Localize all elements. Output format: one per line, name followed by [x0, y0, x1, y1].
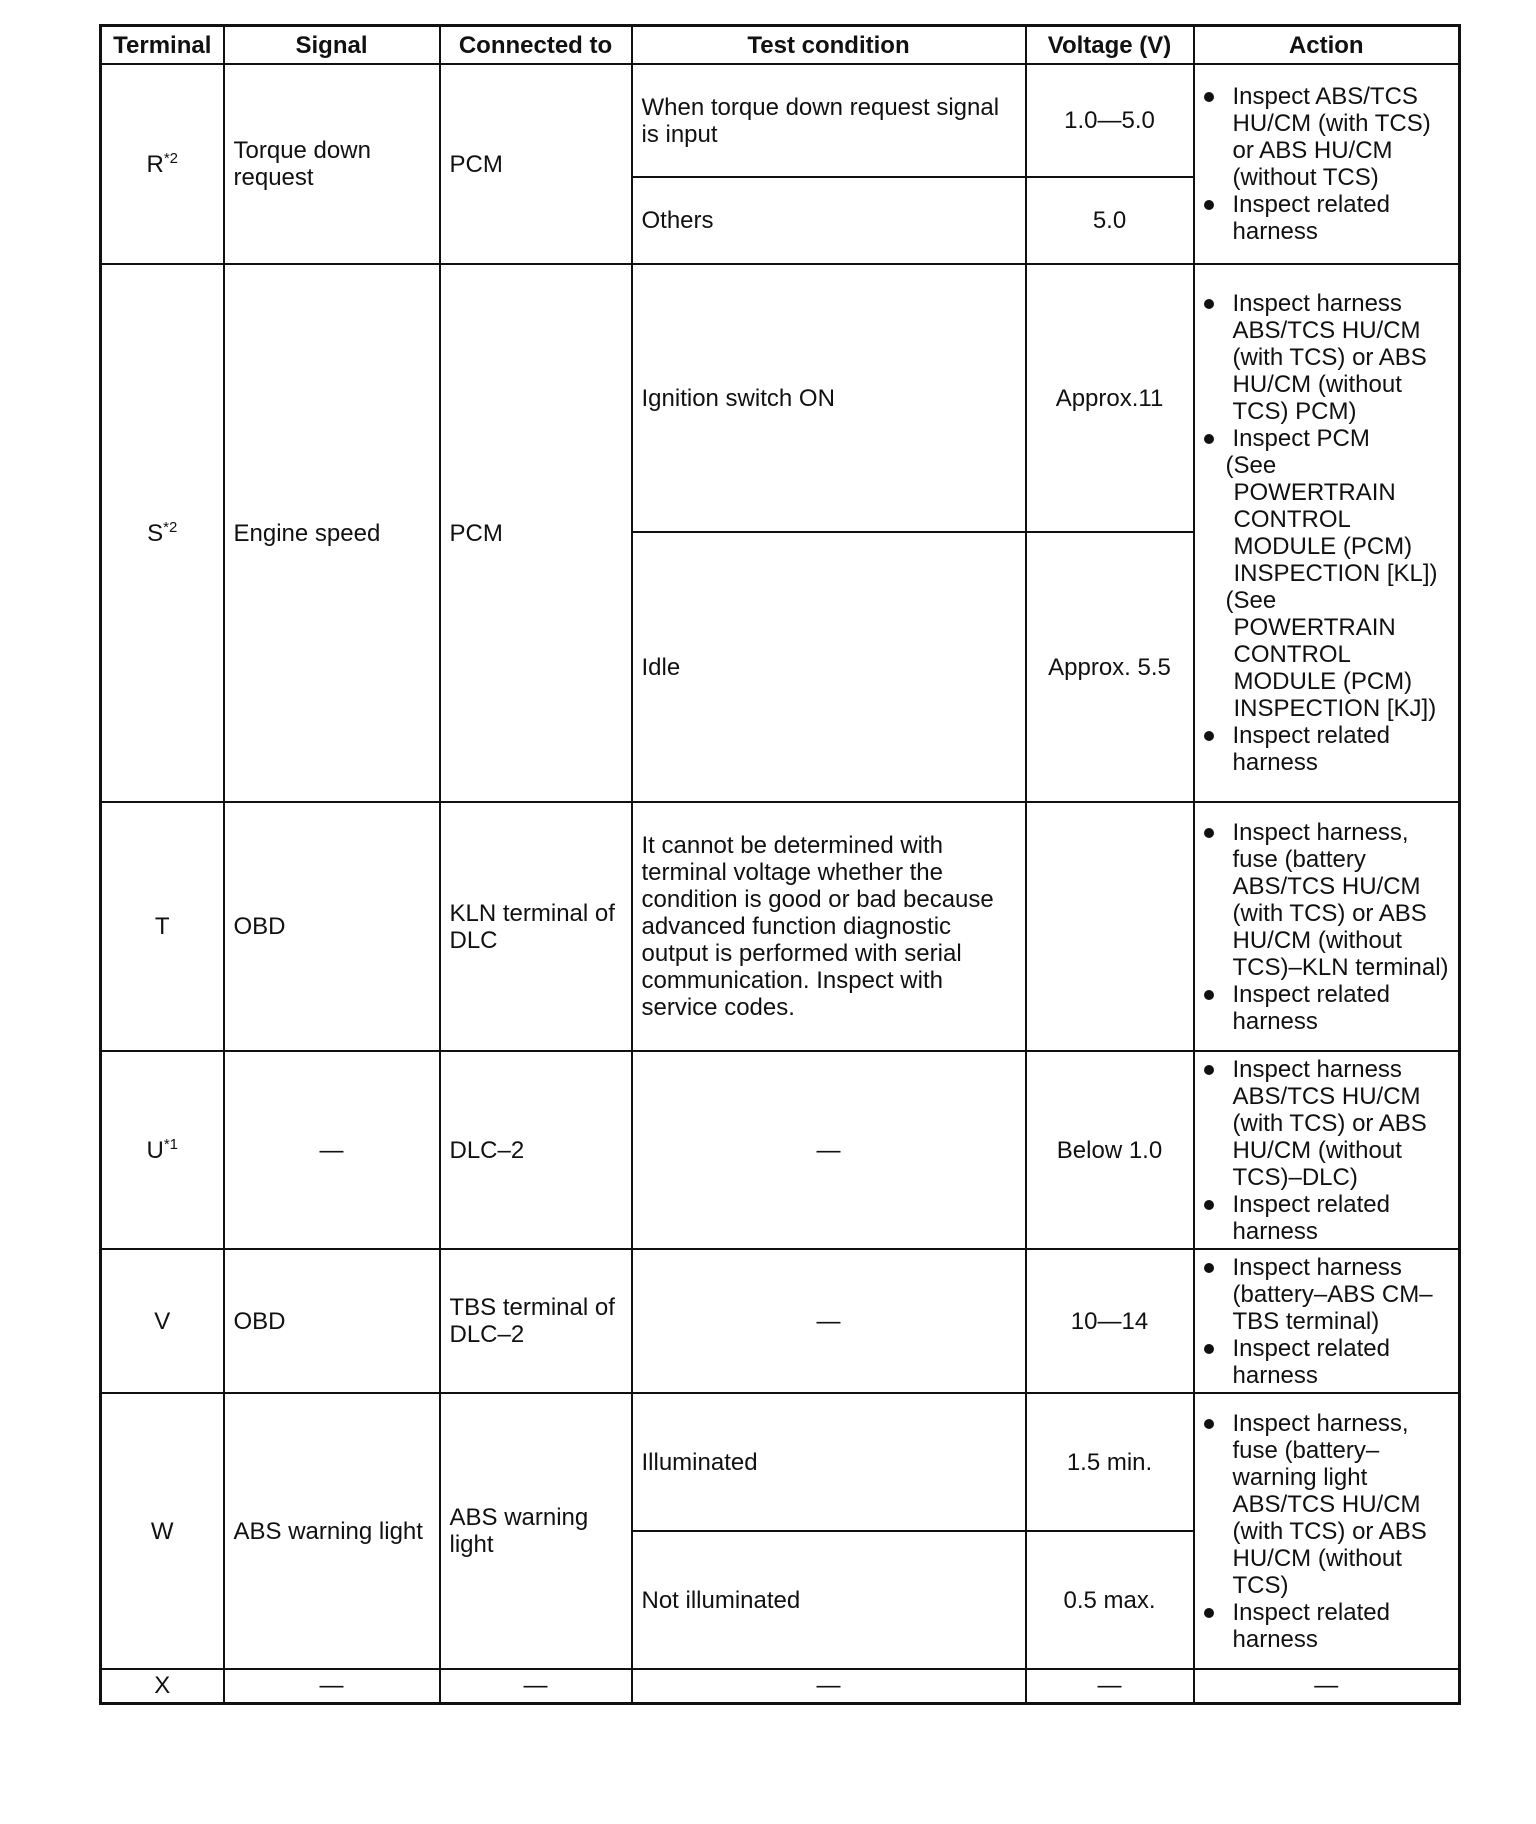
action-cell: [1194, 802, 1460, 1051]
table-row: [101, 1051, 1460, 1249]
terminal-letter: V: [154, 1307, 171, 1335]
test-condition-cell: Not illuminated: [632, 1531, 1026, 1669]
action-text: Inspect harness, fuse (battery–warning light ABS/TCS HU/CM (with TCS) or ABS HU/CM (without TCS): [1232, 1409, 1427, 1599]
terminal-footnote: *1: [163, 1135, 179, 1153]
signal-cell: —: [224, 1051, 440, 1249]
header-voltage: Voltage (V): [1026, 26, 1194, 65]
table-row: [101, 1669, 1460, 1703]
action-text: Inspect related harness: [1232, 980, 1390, 1035]
terminal-letter: U: [146, 1136, 164, 1164]
bullet-dot-icon: [1204, 1065, 1214, 1075]
action-text: Inspect harness ABS/TCS HU/CM (with TCS) or ABS HU/CM (without TCS)–DLC): [1232, 1055, 1427, 1191]
action-item: [1204, 722, 1450, 776]
test-condition-cell: Idle: [632, 532, 1026, 802]
terminal-cell: [101, 1051, 224, 1249]
see-reference-open: (See: [1225, 452, 1277, 479]
test-condition-cell: —: [632, 1051, 1026, 1249]
terminal-letter: T: [154, 913, 170, 940]
terminal-letter: W: [150, 1517, 174, 1545]
bullet-dot-icon: [1204, 92, 1214, 102]
bullet-dot-icon: [1204, 990, 1214, 1000]
bullet-dot-icon: [1204, 731, 1214, 741]
action-text: Inspect ABS/TCS HU/CM (with TCS) or ABS HU/CM (without TCS): [1232, 83, 1431, 191]
terminal-cell: [101, 264, 224, 802]
voltage-cell: Approx.11: [1026, 264, 1194, 532]
action-cell: [1194, 264, 1460, 802]
action-text: Inspect related harness: [1232, 1190, 1390, 1245]
signal-cell: OBD: [224, 1249, 440, 1393]
header-terminal: Terminal: [101, 26, 224, 65]
action-cell: [1194, 1393, 1460, 1669]
connected-to-cell: TBS terminal of DLC–2: [440, 1249, 632, 1393]
table-row: [101, 802, 1460, 1051]
action-text: Inspect related harness: [1232, 1598, 1390, 1653]
test-condition-cell: It cannot be determined with terminal voltage whether the condition is good or bad because advanced function diagnostic output is performed with serial communication. Inspect with service codes.: [632, 802, 1026, 1051]
test-condition-cell: Others: [632, 177, 1026, 264]
bullet-dot-icon: [1204, 200, 1214, 210]
header-row: [101, 26, 1460, 65]
action-item: [1204, 819, 1450, 981]
test-condition-cell: Ignition switch ON: [632, 264, 1026, 532]
action-item: [1204, 1191, 1450, 1245]
action-cell: [1194, 1051, 1460, 1249]
connected-to-cell: DLC–2: [440, 1051, 632, 1249]
table-row: [101, 264, 1460, 532]
table-row: [101, 64, 1460, 177]
header-action: Action: [1194, 26, 1460, 65]
action-item: [1204, 191, 1450, 245]
action-text: Inspect harness (battery–ABS CM–TBS terminal): [1232, 1253, 1433, 1335]
terminal-cell: [101, 1393, 224, 1669]
terminal-letter: R: [146, 150, 164, 178]
terminal-footnote: *2: [163, 149, 179, 167]
action-item: [1204, 1335, 1450, 1389]
action-item: [1204, 1056, 1450, 1191]
action-cell: [1194, 1249, 1460, 1393]
action-item: [1204, 425, 1450, 452]
header-connected-to: Connected to: [440, 26, 632, 65]
connected-to-cell: PCM: [440, 64, 632, 264]
voltage-cell: —: [1026, 1669, 1194, 1703]
action-text: Inspect harness ABS/TCS HU/CM (with TCS) or ABS HU/CM (without TCS) PCM): [1232, 290, 1427, 425]
action-item: [1204, 1254, 1450, 1335]
action-item: [1204, 290, 1450, 425]
terminal-voltage-table: [99, 24, 1461, 1705]
action-item: [1204, 1599, 1450, 1653]
action-text: Inspect related harness: [1232, 191, 1390, 245]
voltage-cell: 1.5 min.: [1026, 1393, 1194, 1531]
voltage-cell: [1026, 802, 1194, 1051]
voltage-cell: 10—14: [1026, 1249, 1194, 1393]
action-cell: [1194, 64, 1460, 264]
action-text: Inspect PCM: [1232, 425, 1370, 452]
bullet-dot-icon: [1204, 1200, 1214, 1210]
action-text: Inspect harness, fuse (battery ABS/TCS HU/CM (with TCS) or ABS HU/CM (without TCS)–KLN terminal): [1232, 818, 1449, 981]
voltage-cell: 1.0—5.0: [1026, 64, 1194, 177]
bullet-dot-icon: [1204, 1419, 1214, 1429]
terminal-cell: [101, 1249, 224, 1393]
test-condition-cell: When torque down request signal is input: [632, 64, 1026, 177]
signal-cell: ABS warning light: [224, 1393, 440, 1669]
see-reference-open: (See: [1225, 587, 1277, 614]
signal-cell: Torque down request: [224, 64, 440, 264]
see-reference-text: POWERTRAIN CONTROL MODULE (PCM) INSPECTION [KJ]): [1233, 614, 1437, 722]
terminal-letter: S: [147, 519, 164, 547]
bullet-dot-icon: [1204, 1608, 1214, 1618]
signal-cell: Engine speed: [224, 264, 440, 802]
bullet-dot-icon: [1204, 1263, 1214, 1273]
bullet-dot-icon: [1204, 434, 1214, 444]
signal-cell: —: [224, 1669, 440, 1703]
signal-cell: OBD: [224, 802, 440, 1051]
action-item: [1204, 1410, 1450, 1599]
bullet-dot-icon: [1204, 1344, 1214, 1354]
header-test-condition: Test condition: [632, 26, 1026, 65]
voltage-cell: Below 1.0: [1026, 1051, 1194, 1249]
bullet-dot-icon: [1204, 299, 1214, 309]
action-cell: —: [1194, 1669, 1460, 1703]
terminal-footnote: *2: [163, 518, 178, 536]
action-item: [1204, 83, 1450, 191]
terminal-cell: [101, 1669, 224, 1703]
see-reference-text: POWERTRAIN CONTROL MODULE (PCM) INSPECTION [KL]): [1233, 479, 1438, 587]
voltage-cell: 0.5 max.: [1026, 1531, 1194, 1669]
terminal-cell: [101, 802, 224, 1051]
connected-to-cell: PCM: [440, 264, 632, 802]
action-item: [1204, 981, 1450, 1035]
header-signal: Signal: [224, 26, 440, 65]
bullet-dot-icon: [1204, 828, 1214, 838]
connected-to-cell: KLN terminal of DLC: [440, 802, 632, 1051]
connected-to-cell: —: [440, 1669, 632, 1703]
terminal-cell: [101, 64, 224, 264]
voltage-cell: 5.0: [1026, 177, 1194, 264]
table-row: [101, 1249, 1460, 1393]
table-row: [101, 1393, 1460, 1531]
action-text: Inspect related harness: [1232, 1334, 1390, 1389]
test-condition-cell: Illuminated: [632, 1393, 1026, 1531]
test-condition-cell: —: [632, 1669, 1026, 1703]
connected-to-cell: ABS warning light: [440, 1393, 632, 1669]
test-condition-cell: —: [632, 1249, 1026, 1393]
terminal-letter: X: [154, 1672, 171, 1700]
voltage-cell: Approx. 5.5: [1026, 532, 1194, 802]
action-text: Inspect related harness: [1232, 722, 1390, 776]
